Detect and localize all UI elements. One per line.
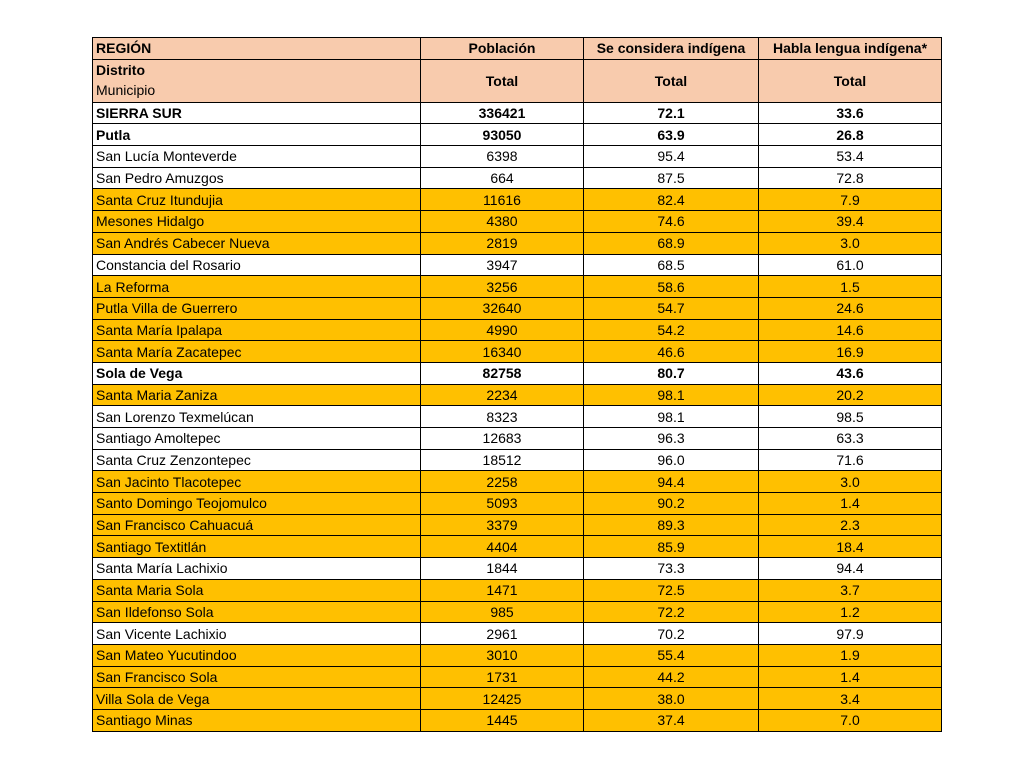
header-row-main xyxy=(93,38,942,60)
header-total-lengua: Total xyxy=(759,59,942,102)
table-row xyxy=(93,579,942,601)
row-poblacion: 93050 xyxy=(421,124,584,146)
row-lengua: 7.0 xyxy=(759,709,942,731)
row-indigena: 82.4 xyxy=(584,189,759,211)
table-row xyxy=(93,493,942,515)
header-total-poblacion: Total xyxy=(421,59,584,102)
table-row xyxy=(93,146,942,168)
row-indigena: 96.3 xyxy=(584,428,759,450)
row-lengua: 3.7 xyxy=(759,579,942,601)
row-indigena: 54.7 xyxy=(584,297,759,319)
row-name: San Francisco Sola xyxy=(93,666,421,688)
row-lengua: 98.5 xyxy=(759,406,942,428)
row-poblacion: 2819 xyxy=(421,232,584,254)
row-poblacion: 3947 xyxy=(421,254,584,276)
row-lengua: 39.4 xyxy=(759,211,942,233)
row-name: Santa Maria Sola xyxy=(93,579,421,601)
row-name: Sola de Vega xyxy=(93,362,421,384)
row-poblacion: 3010 xyxy=(421,644,584,666)
row-poblacion: 11616 xyxy=(421,189,584,211)
row-lengua: 71.6 xyxy=(759,449,942,471)
row-lengua: 94.4 xyxy=(759,558,942,580)
header-row-sub xyxy=(93,59,942,102)
table-row xyxy=(93,232,942,254)
row-poblacion: 3379 xyxy=(421,514,584,536)
header-distrito-municipio xyxy=(93,59,421,102)
header-region: REGIÓN xyxy=(93,38,421,60)
row-poblacion: 32640 xyxy=(421,297,584,319)
row-poblacion: 1445 xyxy=(421,709,584,731)
header-se-considera-indigena: Se considera indígena xyxy=(584,38,759,60)
table-row xyxy=(93,124,942,146)
row-indigena: 55.4 xyxy=(584,644,759,666)
table-row xyxy=(93,341,942,363)
row-indigena: 63.9 xyxy=(584,124,759,146)
table-row xyxy=(93,406,942,428)
row-name: San Mateo Yucutindoo xyxy=(93,644,421,666)
row-indigena: 68.5 xyxy=(584,254,759,276)
header-habla-lengua-indigena: Habla lengua indígena* xyxy=(759,38,942,60)
row-indigena: 74.6 xyxy=(584,211,759,233)
row-poblacion: 6398 xyxy=(421,146,584,168)
row-lengua: 33.6 xyxy=(759,102,942,124)
row-name: San Francisco Cahuacuá xyxy=(93,514,421,536)
row-lengua: 14.6 xyxy=(759,319,942,341)
row-poblacion: 82758 xyxy=(421,362,584,384)
row-lengua: 2.3 xyxy=(759,514,942,536)
row-name: Santa María Ipalapa xyxy=(93,319,421,341)
header-distrito: Distrito xyxy=(96,61,145,78)
row-name: San Ildefonso Sola xyxy=(93,601,421,623)
row-poblacion: 1731 xyxy=(421,666,584,688)
row-lengua: 1.9 xyxy=(759,644,942,666)
row-lengua: 3.0 xyxy=(759,471,942,493)
row-indigena: 85.9 xyxy=(584,536,759,558)
row-indigena: 72.1 xyxy=(584,102,759,124)
row-name: San Vicente Lachixio xyxy=(93,623,421,645)
row-name: Santa María Zacatepec xyxy=(93,341,421,363)
row-poblacion: 8323 xyxy=(421,406,584,428)
table-row xyxy=(93,189,942,211)
row-lengua: 1.4 xyxy=(759,666,942,688)
row-poblacion: 336421 xyxy=(421,102,584,124)
row-indigena: 98.1 xyxy=(584,406,759,428)
table-row xyxy=(93,428,942,450)
row-lengua: 24.6 xyxy=(759,297,942,319)
row-lengua: 53.4 xyxy=(759,146,942,168)
table-row xyxy=(93,644,942,666)
table-row xyxy=(93,688,942,710)
row-name: Constancia del Rosario xyxy=(93,254,421,276)
row-lengua: 1.5 xyxy=(759,276,942,298)
row-poblacion: 985 xyxy=(421,601,584,623)
row-indigena: 46.6 xyxy=(584,341,759,363)
row-lengua: 7.9 xyxy=(759,189,942,211)
table-row xyxy=(93,536,942,558)
row-name: Santiago Minas xyxy=(93,709,421,731)
row-name: San Lorenzo Texmelúcan xyxy=(93,406,421,428)
header-municipio: Municipio xyxy=(96,81,156,98)
row-indigena: 54.2 xyxy=(584,319,759,341)
table-row xyxy=(93,167,942,189)
row-poblacion: 2961 xyxy=(421,623,584,645)
row-lengua: 1.2 xyxy=(759,601,942,623)
row-poblacion: 4404 xyxy=(421,536,584,558)
table-row xyxy=(93,601,942,623)
table-body xyxy=(93,102,942,731)
row-indigena: 73.3 xyxy=(584,558,759,580)
row-lengua: 20.2 xyxy=(759,384,942,406)
row-name: San Jacinto Tlacotepec xyxy=(93,471,421,493)
row-lengua: 63.3 xyxy=(759,428,942,450)
row-name: Santa Maria Zaniza xyxy=(93,384,421,406)
row-poblacion: 2258 xyxy=(421,471,584,493)
row-indigena: 44.2 xyxy=(584,666,759,688)
row-name: Santiago Textitlán xyxy=(93,536,421,558)
row-name: Villa Sola de Vega xyxy=(93,688,421,710)
row-name: Santa María Lachixio xyxy=(93,558,421,580)
row-poblacion: 3256 xyxy=(421,276,584,298)
row-name: San Andrés Cabecer Nueva xyxy=(93,232,421,254)
row-name: Santiago Amoltepec xyxy=(93,428,421,450)
table-row xyxy=(93,319,942,341)
row-poblacion: 1471 xyxy=(421,579,584,601)
row-indigena: 72.2 xyxy=(584,601,759,623)
row-poblacion: 4990 xyxy=(421,319,584,341)
header-poblacion: Población xyxy=(421,38,584,60)
row-indigena: 37.4 xyxy=(584,709,759,731)
row-name: Putla Villa de Guerrero xyxy=(93,297,421,319)
row-name: San Lucía Monteverde xyxy=(93,146,421,168)
row-indigena: 58.6 xyxy=(584,276,759,298)
row-name: Santo Domingo Teojomulco xyxy=(93,493,421,515)
table-row xyxy=(93,514,942,536)
row-lengua: 43.6 xyxy=(759,362,942,384)
table-row xyxy=(93,666,942,688)
row-indigena: 98.1 xyxy=(584,384,759,406)
table-row xyxy=(93,449,942,471)
population-table xyxy=(92,37,942,732)
row-name: Putla xyxy=(93,124,421,146)
row-name: Santa Cruz Zenzontepec xyxy=(93,449,421,471)
table-header xyxy=(93,38,942,103)
row-indigena: 80.7 xyxy=(584,362,759,384)
row-poblacion: 12683 xyxy=(421,428,584,450)
table-row xyxy=(93,709,942,731)
row-lengua: 3.4 xyxy=(759,688,942,710)
row-poblacion: 4380 xyxy=(421,211,584,233)
row-lengua: 97.9 xyxy=(759,623,942,645)
table-row xyxy=(93,384,942,406)
row-lengua: 3.0 xyxy=(759,232,942,254)
row-indigena: 90.2 xyxy=(584,493,759,515)
row-lengua: 16.9 xyxy=(759,341,942,363)
row-poblacion: 2234 xyxy=(421,384,584,406)
row-name: Mesones Hidalgo xyxy=(93,211,421,233)
table-row xyxy=(93,211,942,233)
row-poblacion: 1844 xyxy=(421,558,584,580)
table-row xyxy=(93,362,942,384)
row-poblacion: 12425 xyxy=(421,688,584,710)
row-indigena: 96.0 xyxy=(584,449,759,471)
row-name: San Pedro Amuzgos xyxy=(93,167,421,189)
table-row xyxy=(93,297,942,319)
row-name: Santa Cruz Itundujia xyxy=(93,189,421,211)
table-row xyxy=(93,276,942,298)
row-indigena: 38.0 xyxy=(584,688,759,710)
row-indigena: 72.5 xyxy=(584,579,759,601)
table-row xyxy=(93,558,942,580)
row-indigena: 94.4 xyxy=(584,471,759,493)
row-poblacion: 5093 xyxy=(421,493,584,515)
row-indigena: 87.5 xyxy=(584,167,759,189)
row-indigena: 68.9 xyxy=(584,232,759,254)
row-indigena: 70.2 xyxy=(584,623,759,645)
row-name: La Reforma xyxy=(93,276,421,298)
header-total-indigena: Total xyxy=(584,59,759,102)
row-poblacion: 664 xyxy=(421,167,584,189)
table-row xyxy=(93,254,942,276)
row-lengua: 1.4 xyxy=(759,493,942,515)
row-lengua: 26.8 xyxy=(759,124,942,146)
row-lengua: 61.0 xyxy=(759,254,942,276)
row-lengua: 18.4 xyxy=(759,536,942,558)
table-row xyxy=(93,102,942,124)
row-lengua: 72.8 xyxy=(759,167,942,189)
row-indigena: 95.4 xyxy=(584,146,759,168)
row-indigena: 89.3 xyxy=(584,514,759,536)
row-poblacion: 18512 xyxy=(421,449,584,471)
table-row xyxy=(93,471,942,493)
row-poblacion: 16340 xyxy=(421,341,584,363)
table-row xyxy=(93,623,942,645)
row-name: SIERRA SUR xyxy=(93,102,421,124)
